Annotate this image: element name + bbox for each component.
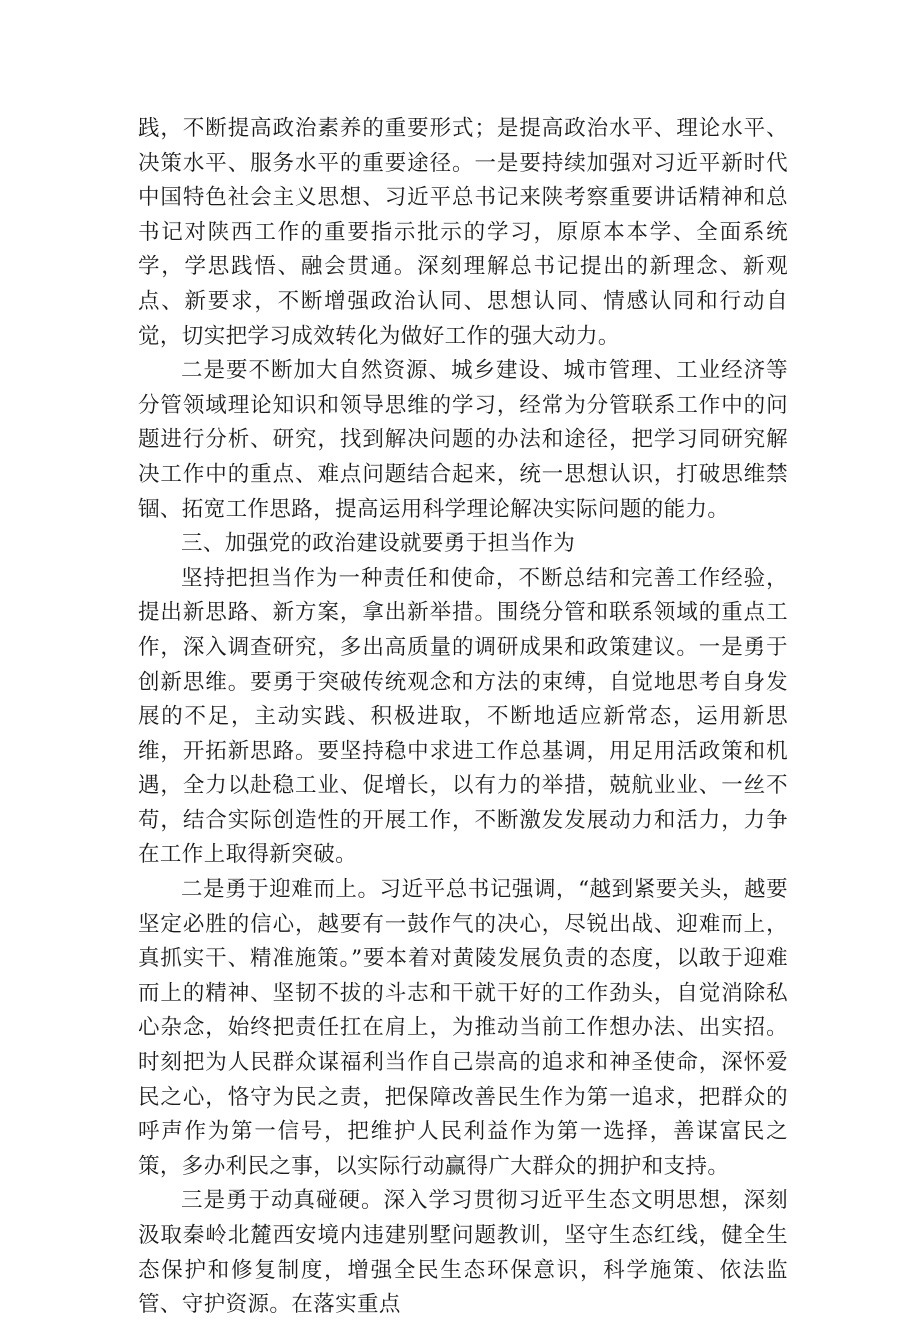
- paragraph-innovation: 坚持把担当作为一种责任和使命，不断总结和完善工作经验，提出新思路、新方案，拿出新举措。围绕分管和联系领域的重点工作，深入调查研究，多出高质量的调研成果和政策建议。一是勇于创新思维。要勇于突破传统观念和方法的束缚，自觉地思考自身发展的不足，主动实践、积极进取，不断地适应新常态，运用新思维，开拓新思路。要坚持稳中求进工作总基调，用足用活政策和机遇，全力以赴稳工业、促增长，以有力的举措，兢航业业、一丝不苟，结合实际创造性的开展工作，不断激发发展动力和活力，力争在工作上取得新突破。: [138, 565, 788, 868]
- document-body: [138, 112, 788, 1323]
- paragraph-ecology: 三是勇于动真碰硬。深入学习贯彻习近平生态文明思想，深刻汲取秦岭北麓西安境内违建别墅问题教训，坚守生态红线，健全生态保护和修复制度，增强全民生态环保意识，科学施策、依法监管、守护资源。在落实重点: [138, 1188, 788, 1318]
- section-heading-three: 三、加强党的政治建设就要勇于担当作为: [181, 531, 576, 557]
- paragraph-continued-intro: 践，不断提高政治素养的重要形式；是提高政治水平、理论水平、决策水平、服务水平的重要途径。一是要持续加强对习近平新时代中国特色社会主义思想、习近平总书记来陕考察重要讲话精神和总书记对陕西工作的重要指示批示的学习，原原本本学、全面系统学，学思践悟、融会贯通。深刻理解总书记提出的新理念、新观点、新要求，不断增强政治认同、思想认同、情感认同和行动自觉，切实把学习成效转化为做好工作的强大动力。: [138, 116, 788, 349]
- paragraph-face-difficulties: 二是勇于迎难而上。习近平总书记强调，“越到紧要关头，越要坚定必胜的信心，越要有一鼓作气的决心，尽锐出战、迎难而上，真抓实干、精准施策。”要本着对黄陵发展负责的态度，以敢于迎难而上的精神、坚韧不拔的斗志和干就干好的工作劲头，自觉消除私心杂念，始终把责任扛在肩上，为推动当前工作想办法、出实招。时刻把为人民群众谋福利当作自己崇高的追求和神圣使命，深怀爱民之心，恪守为民之责，把保障改善民生作为第一追求，把群众的呼声作为第一信号，把维护人民利益作为第一选择，善谋富民之策，多办利民之事，以实际行动赢得广大群众的拥护和支持。: [138, 877, 788, 1179]
- paragraph-theory-study: 二是要不断加大自然资源、城乡建设、城市管理、工业经济等分管领域理论知识和领导思维的学习，经常为分管联系工作中的问题进行分析、研究，找到解决问题的办法和途径，把学习同研究解决工作中的重点、难点问题结合起来，统一思想认识，打破思维禁锢、拓宽工作思路，提高运用科学理论解决实际问题的能力。: [138, 358, 788, 522]
